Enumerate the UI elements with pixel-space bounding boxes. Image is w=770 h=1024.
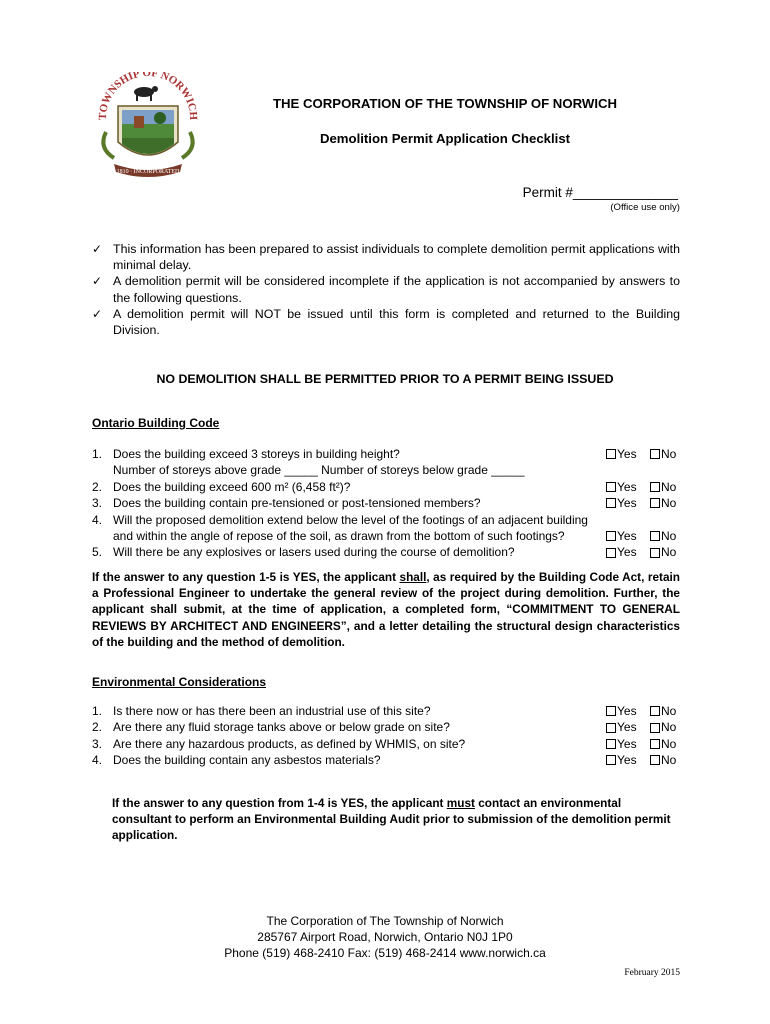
permit-number-field: Permit #______________: [522, 185, 678, 200]
yes-checkbox[interactable]: Yes: [606, 544, 650, 560]
question-row-sub: and within the angle of repose of the soil, as drawn from the bottom of such footings? Yes No: [92, 528, 682, 544]
question-row: 2. Are there any fluid storage tanks above or below grade on site? Yes No: [92, 719, 682, 735]
check-icon: ✓: [92, 274, 103, 289]
no-checkbox[interactable]: No: [650, 479, 682, 495]
yes-checkbox[interactable]: Yes: [606, 703, 650, 719]
crest-top-text: TOWNSHIP OF NORWICH: [96, 72, 200, 121]
question-row: 4. Will the proposed demolition extend below the level of the footings of an adjacent building: [92, 512, 588, 527]
intro-list: [92, 241, 680, 338]
warning-banner: NO DEMOLITION SHALL BE PERMITTED PRIOR TO A PERMIT BEING ISSUED: [156, 372, 614, 386]
intro-item: ✓ A demolition permit will NOT be issued until this form is completed and returned to the Building Division.: [92, 306, 680, 338]
intro-item: ✓ This information has been prepared to assist individuals to complete demolition permit applications with minimal delay.: [92, 242, 680, 273]
obc-instruction-note: If the answer to any question 1-5 is YES, the applicant shall, as required by the Building Code Act, retain a Professional Engineer to undertake the general review of the project during demolition. Further, the applicant shall submit, at the time of application, a completed form, “COMMITMENT TO GENERAL REVIEWS BY ARCHITECT AND ENGINEERS”, and a letter detailing the structural design characteristics of the building and the method of demolition.: [92, 570, 680, 649]
page-subtitle: Demolition Permit Application Checklist: [319, 131, 571, 146]
page-title: THE CORPORATION OF THE TOWNSHIP OF NORWICH: [272, 96, 618, 111]
question-row: 2. Does the building exceed 600 m² (6,458 ft²)? Yes No: [92, 479, 682, 495]
question-row: 3. Are there any hazardous products, as defined by WHMIS, on site? Yes No: [92, 736, 682, 752]
no-checkbox[interactable]: No: [650, 544, 682, 560]
question-row: 3. Does the building contain pre-tensioned or post-tensioned members? Yes No: [92, 495, 682, 511]
check-icon: ✓: [92, 306, 103, 321]
office-use-note: (Office use only): [610, 202, 680, 213]
question-row-sub: Number of storeys above grade _____ Number of storeys below grade _____: [113, 463, 525, 478]
no-checkbox[interactable]: No: [650, 719, 682, 735]
check-icon: ✓: [92, 242, 103, 256]
no-checkbox[interactable]: No: [650, 446, 682, 462]
no-checkbox[interactable]: No: [650, 703, 682, 719]
yes-checkbox[interactable]: Yes: [606, 752, 650, 768]
crest-scroll-text: 1810 · INCORPORATED: [116, 169, 180, 175]
env-question-list: [92, 703, 682, 769]
intro-item: ✓ A demolition permit will be considered incomplete if the application is not accompanied by answers to the following questions.: [92, 274, 680, 305]
env-heading: Environmental Considerations: [92, 675, 267, 689]
no-checkbox[interactable]: No: [650, 736, 682, 752]
yes-checkbox[interactable]: Yes: [606, 495, 650, 511]
yes-checkbox[interactable]: Yes: [606, 719, 650, 735]
question-row: 1. Is there now or has there been an industrial use of this site? Yes No: [92, 703, 682, 719]
yes-checkbox[interactable]: Yes: [606, 446, 650, 462]
yes-checkbox[interactable]: Yes: [606, 479, 650, 495]
revision-date: February 2015: [624, 968, 680, 978]
obc-question-list: [92, 446, 682, 561]
question-row: 5. Will there be any explosives or lasers used during the course of demolition? Yes No: [92, 544, 682, 560]
no-checkbox[interactable]: No: [650, 495, 682, 511]
question-row: 4. Does the building contain any asbestos materials? Yes No: [92, 752, 682, 768]
no-checkbox[interactable]: No: [650, 528, 682, 544]
obc-heading: Ontario Building Code: [92, 416, 220, 430]
footer-address: The Corporation of The Township of Norwich 285767 Airport Road, Norwich, Ontario N0J 1P0 Phone (519) 468-2410 Fax: (519) 468-2414 www.norwich.ca: [224, 914, 546, 960]
yes-checkbox[interactable]: Yes: [606, 528, 650, 544]
no-checkbox[interactable]: No: [650, 752, 682, 768]
env-instruction-note: If the answer to any question from 1-4 is YES, the applicant must contact an environmental consultant to perform an Environmental Building Audit prior to submission of the demolition permit application.: [112, 796, 671, 843]
question-row: 1. Does the building exceed 3 storeys in building height? Yes No: [92, 446, 682, 462]
yes-checkbox[interactable]: Yes: [606, 736, 650, 752]
township-crest-logo: [92, 72, 204, 184]
